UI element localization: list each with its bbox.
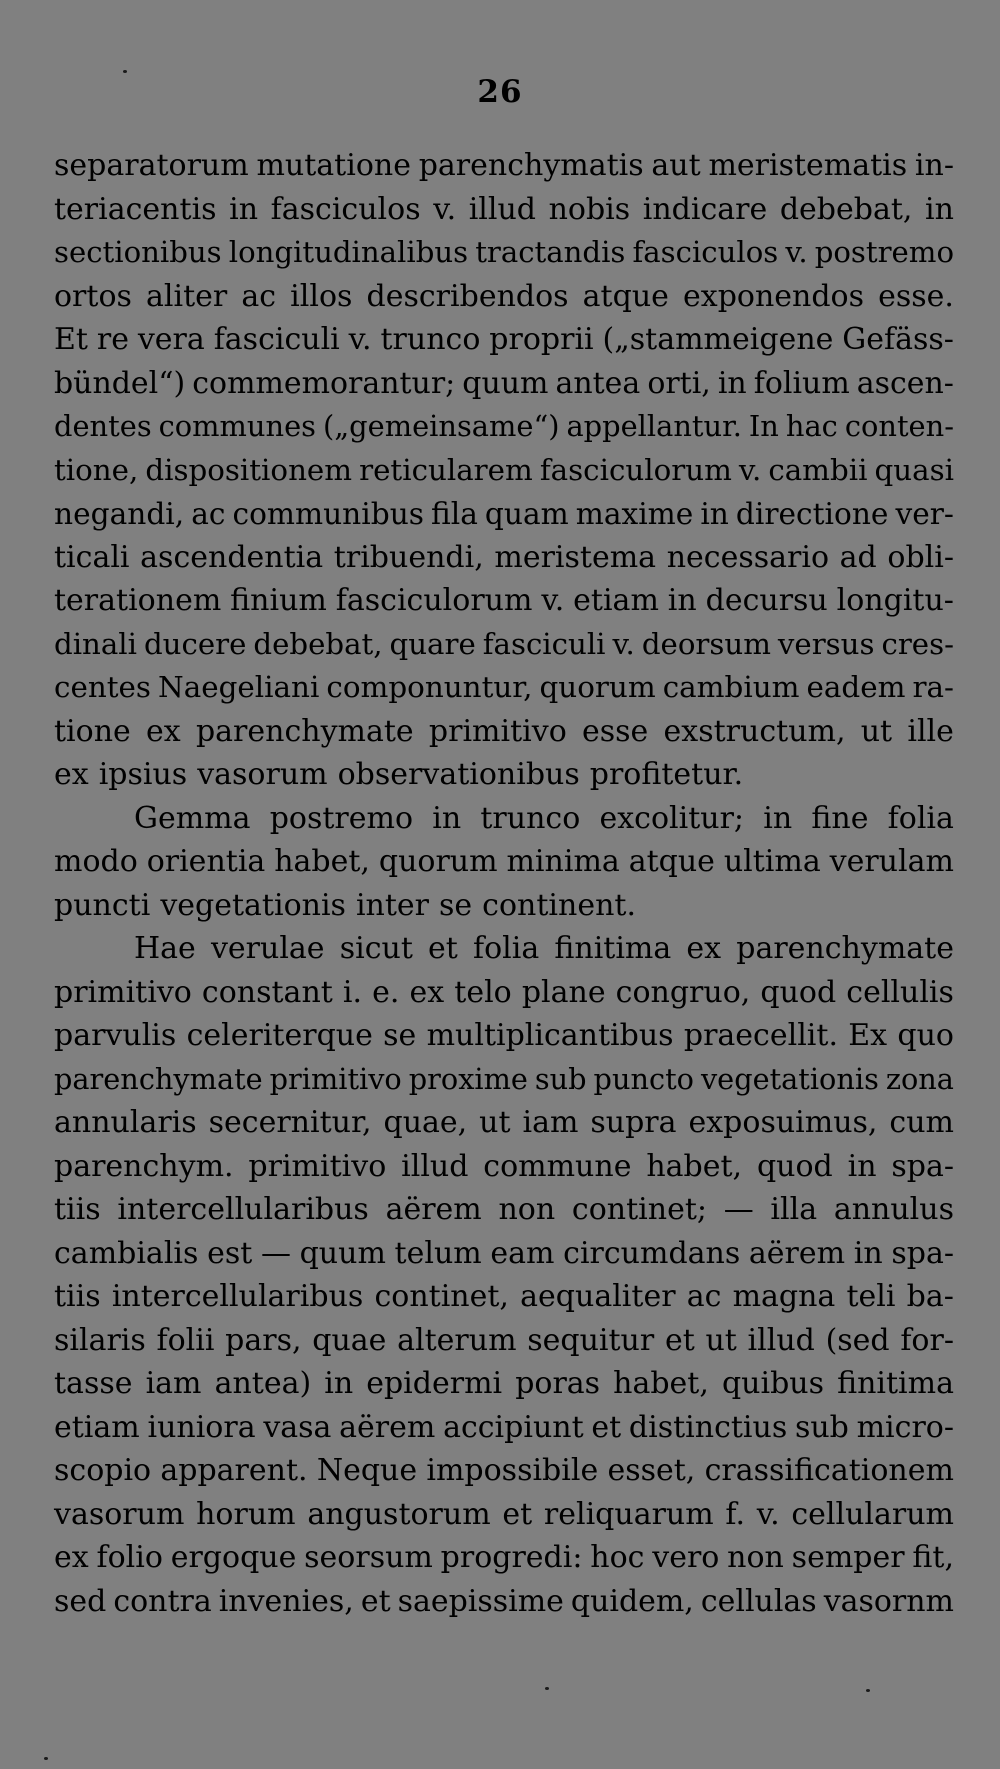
- text-line: ortos aliter ac illos describendos atque exponendos esse.: [54, 278, 954, 314]
- body-text: [54, 144, 954, 1623]
- text-line: ex folio ergoque seorsum progredi: hoc vero non semper fit,: [54, 1540, 954, 1575]
- text-line: annularis secernitur, quae, ut iam supra exposuimus, cum: [54, 1105, 954, 1140]
- text-line: cambialis est — quum telum eam circumdans aërem in spa-: [54, 1235, 954, 1271]
- text-line: modo orientia habet, quorum minima atque ultima verulam: [54, 844, 954, 879]
- text-line: centes Naegeliani componuntur, quorum cambium eadem ra-: [54, 670, 954, 704]
- text-line: ex ipsius vasorum observationibus profitetur.: [54, 757, 744, 792]
- text-line: silaris folii pars, quae alterum sequitur et ut illud (sed for-: [54, 1322, 954, 1358]
- text-line: primitivo constant i. e. ex telo plane congruo, quod cellulis: [54, 974, 954, 1010]
- text-line: parenchymate primitivo proxime sub puncto vegetationis zona: [54, 1061, 954, 1096]
- text-line: Gemma postremo in trunco excolitur; in fine folia: [134, 800, 954, 836]
- text-line: tiis intercellularibus continet, aequaliter ac magna teli ba-: [54, 1279, 954, 1314]
- text-line: bündel“) commemorantur; quum antea orti, in folium ascen-: [54, 365, 954, 401]
- text-line: puncti vegetationis inter se continent.: [54, 887, 636, 923]
- text-line: tione ex parenchymate primitivo esse exstructum, ut ille: [54, 713, 954, 749]
- scan-speck: [545, 1687, 549, 1690]
- scan-speck: [123, 70, 127, 73]
- text-line: dinali ducere debebat, quare fasciculi v. deorsum versus cres-: [54, 626, 954, 661]
- text-line: negandi, ac communibus fila quam maxime in directione ver-: [54, 496, 954, 531]
- text-line: parenchym. primitivo illud commune habet, quod in spa-: [54, 1148, 954, 1184]
- text-line: ticali ascendentia tribuendi, meristema necessario ad obli-: [54, 539, 954, 575]
- text-line: scopio apparent. Neque impossibile esset, crassificationem: [54, 1453, 954, 1488]
- text-line: tione, dispositionem reticularem fasciculorum v. cambii quasi: [54, 452, 954, 487]
- text-line: Hae verulae sicut et folia finitima ex parenchymate: [134, 931, 954, 966]
- text-line: sectionibus longitudinalibus tractandis fasciculos v. postremo: [54, 235, 954, 269]
- page-number: 26: [477, 74, 523, 110]
- text-line: separatorum mutatione parenchymatis aut meristematis in-: [54, 148, 954, 183]
- text-line: Et re vera fasciculi v. trunco proprii („stammeigene Gefäss-: [54, 322, 954, 357]
- text-line: vasorum horum angustorum et reliquarum f. v. cellularum: [54, 1496, 954, 1532]
- text-line: etiam iuniora vasa aërem accipiunt et distinctius sub micro-: [54, 1409, 954, 1445]
- text-line: dentes communes („gemeinsame“) appellantur. In hac conten-: [54, 409, 954, 443]
- text-line: sed contra invenies, et saepissime quidem, cellulas vasornm: [54, 1583, 954, 1619]
- scan-speck: [44, 1757, 48, 1760]
- scan-speck: [866, 1689, 870, 1692]
- text-line: teriacentis in fasciculos v. illud nobis indicare debebat, in: [54, 191, 954, 227]
- text-line: parvulis celeriterque se multiplicantibus praecellit. Ex quo: [54, 1018, 954, 1053]
- text-line: tasse iam antea) in epidermi poras habet, quibus finitima: [54, 1366, 954, 1401]
- text-line: terationem finium fasciculorum v. etiam in decursu longitu-: [54, 583, 954, 618]
- text-line: tiis intercellularibus aërem non continet; — illa annulus: [54, 1192, 954, 1227]
